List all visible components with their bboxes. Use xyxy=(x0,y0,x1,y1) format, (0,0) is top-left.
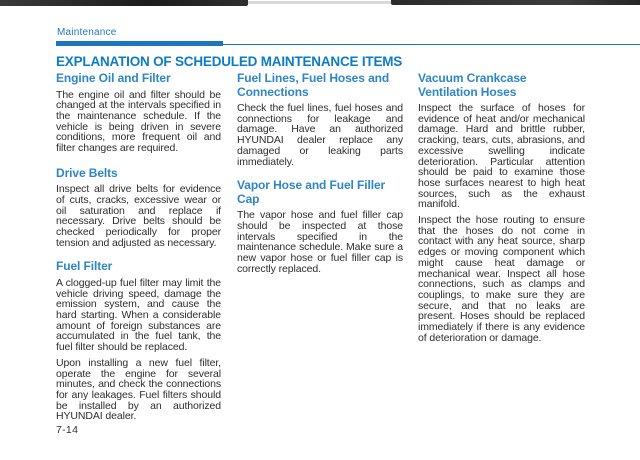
section-heading-vacuum-crankcase-ventilation-hoses: Vacuum Crankcase Ventilation Hoses xyxy=(418,71,527,99)
page-number: 7-14 xyxy=(56,424,79,436)
scan-edge-artifact-right xyxy=(391,0,640,5)
scan-edge-artifact-left xyxy=(0,0,248,6)
body-paragraph: The vapor hose and fuel filler cap should be inspected at those intervals specified in the maintenance schedule. Make sure a new vapor hose or fuel filler cap is correctly replaced. xyxy=(237,209,403,275)
section-heading-vapor-hose-fuel-filler-cap: Vapor Hose and Fuel Filler Cap xyxy=(237,178,386,206)
column-middle xyxy=(237,70,403,274)
body-paragraph: Inspect the surface of hoses for evidence of heat and/or mechanical damage. Hard and brittle rubber, cracking, tears, cuts, abrasions, and excessive swelling indicate deterioration. Particular attention should be paid to examine those hose surfaces nearest to high heat sources, such as the exhaust manifold. xyxy=(418,102,585,211)
body-paragraph: Upon installing a new fuel filter, operate the engine for several minutes, and check the connections for any leakages. Fuel filters should be installed by an authorized HYUNDAI dealer. xyxy=(56,356,221,423)
chapter-label: Maintenance xyxy=(57,27,117,38)
header-rule-thin xyxy=(223,44,640,45)
column-right xyxy=(418,70,585,343)
section-heading-fuel-lines-hoses-connections: Fuel Lines, Fuel Hoses and Connections xyxy=(237,71,390,99)
section-heading-fuel-filter: Fuel Filter xyxy=(56,259,113,274)
body-paragraph: Inspect all drive belts for evidence of cuts, cracks, excessive wear or oil saturation and replace if necessary. Drive belts should be checked periodically for proper tension and adjusted as necessary. xyxy=(56,183,221,249)
body-paragraph: The engine oil and filter should be changed at the intervals specified in the maintenance schedule. If the vehicle is being driven in severe conditions, more frequent oil and filter changes are required. xyxy=(56,88,221,155)
section-heading-drive-belts: Drive Belts xyxy=(56,165,118,180)
body-paragraph: Inspect the hose routing to ensure that the hoses do not come in contact with any heat source, sharp edges or moving component which might cause heat damage or mechanical wear. Inspect all hose connections, such as clamps and couplings, to make sure they are secure, and that no leaks are present. Hoses should be replaced immediately if there is any evidence of deterioration or damage. xyxy=(418,214,585,344)
header-rule-thick xyxy=(56,41,223,46)
column-left xyxy=(56,70,221,422)
scan-edge-artifact-middle xyxy=(248,1,392,4)
page-title: EXPLANATION OF SCHEDULED MAINTENANCE ITEMS xyxy=(56,54,403,69)
body-paragraph: A clogged-up fuel filter may limit the vehicle driving speed, damage the emission system, and cause the hard starting. When a considerable amount of foreign substances are accumulated in the fuel tank, the fuel filter should be replaced. xyxy=(56,276,221,354)
section-heading-engine-oil-and-filter: Engine Oil and Filter xyxy=(56,71,171,85)
body-paragraph: Check the fuel lines, fuel hoses and connections for leakage and damage. Have an authorized HYUNDAI dealer replace any damaged or leaking parts immediately. xyxy=(237,102,403,168)
